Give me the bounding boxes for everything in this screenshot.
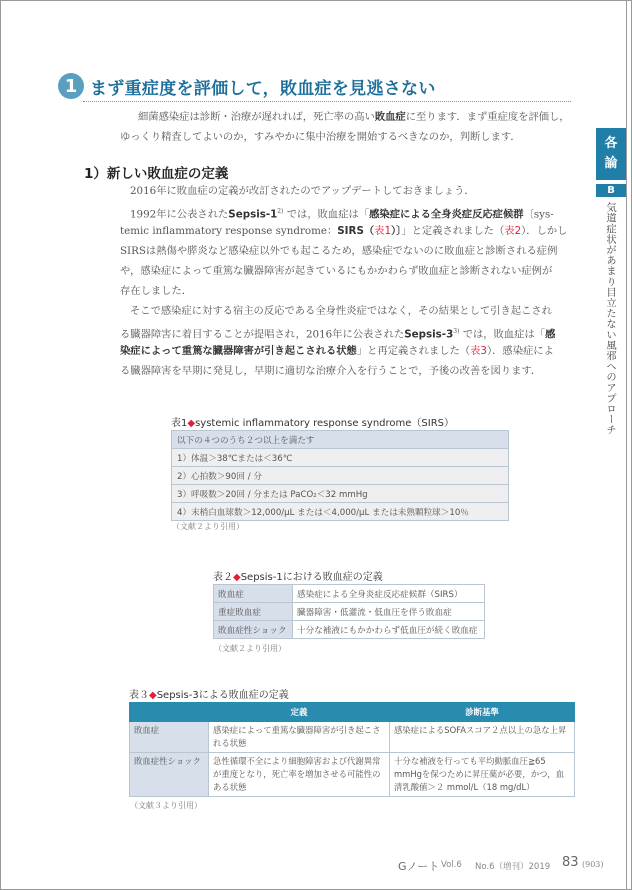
footer-journal: Gノート <box>398 860 440 873</box>
table1-source: （文献２より引用） <box>172 522 244 531</box>
table2-def: 感染症による全身炎症反応症候群（SIRS） <box>293 585 485 603</box>
body-line: 存在しました． <box>120 285 193 297</box>
footer-total-page: (903) <box>582 860 604 869</box>
body-line: る臓器障害に着目することが提唱され，2016年に公表されたSepsis-3$^{3)}$ では，敗血症は「感 <box>120 328 556 341</box>
table3-term: 敗血症 <box>130 722 209 753</box>
table2-row <box>214 621 485 639</box>
footer-page-number: 83 <box>562 855 579 870</box>
table3-col-header: 診断基準 <box>390 703 575 722</box>
footer-issue: No.6（増刊）2019 <box>475 862 551 872</box>
table2-def: 十分な補液にもかかわらず低血圧が続く敗血症 <box>293 621 485 639</box>
table3-term: 敗血症性ショック <box>130 753 209 797</box>
table2-source: （文献２より引用） <box>214 644 286 653</box>
table3-criteria: 感染症によるSOFAスコア２点以上の急な上昇 <box>390 722 575 753</box>
table3-def: 急性循環不全により細胞障害および代謝異常が重度となり，死亡率を増加させる可能性のある状態 <box>209 753 390 797</box>
side-tab-category <box>596 128 626 180</box>
table2 <box>213 584 485 639</box>
diamond-icon: ◆ <box>149 690 157 701</box>
table3-criteria: 十分な補液を行っても平均動脈血圧≧65 mmHgを保つために昇圧薬が必要，かつ，血清乳酸値＞２ mmol/L（18 mg/dL） <box>390 753 575 797</box>
table2-term: 重症敗血症 <box>214 603 293 621</box>
body-line: 1992年に公表されたSepsis-1$^{2)}$ では，敗血症は「感染症による全身炎症反応症候群〔sys- <box>130 208 554 221</box>
table1-link[interactable]: 表1 <box>374 225 392 237</box>
table3-def: 感染症によって重篤な臓器障害が引き起こされる状態 <box>209 722 390 753</box>
side-tab-letter: B <box>596 184 626 197</box>
section-divider <box>83 101 571 102</box>
table3-col-header <box>130 703 209 722</box>
table2-link[interactable]: 表2 <box>504 225 522 237</box>
table3-row <box>130 722 575 753</box>
table1-row: 1）体温＞38℃または＜36℃ <box>172 449 509 467</box>
table2-term: 敗血症 <box>214 585 293 603</box>
diamond-icon: ◆ <box>187 418 196 429</box>
subsection-title: 1）新しい敗血症の定義 <box>84 166 229 182</box>
table1-row: 4）末梢白血球数＞12,000/µL または＜4,000/µL または未熟顆粒球＞10％ <box>172 503 509 521</box>
body-line: 染症によって重篤な臓器障害が引き起こされる状態」と再定義されました（表3）．感染症によ <box>120 345 554 357</box>
body-line: そこで感染症に対する宿主の反応である全身性炎症ではなく，その結果として引き起こされ <box>130 305 552 317</box>
table2-term: 敗血症性ショック <box>214 621 293 639</box>
table1-row: 2）心拍数＞90回 / 分 <box>172 467 509 485</box>
page-edge-line <box>626 0 627 890</box>
intro-line-2: ゆっくり精査してよいのか，すみやかに集中治療を開始するべきなのか，判断します． <box>120 131 521 143</box>
body-line: る臓器障害を早期に発見し，早期に適切な治療介入を行うことで，予後の改善を図ります． <box>120 365 542 377</box>
side-tab-char: 論 <box>604 156 618 171</box>
table3-col-header: 定義 <box>209 703 390 722</box>
table3-row <box>130 753 575 797</box>
side-tab-chapter: 気道症状があまり目立たない風邪へのアプローチ <box>604 202 616 436</box>
table1-header: 以下の４つのうち２つ以上を満たす <box>172 431 509 449</box>
table1 <box>171 430 509 521</box>
section-number-badge: 1 <box>58 73 84 99</box>
table2-caption: 表２◆Sepsis-1における敗血症の定義 <box>213 572 383 583</box>
diamond-icon: ◆ <box>233 572 241 583</box>
table2-row <box>214 585 485 603</box>
body-line: 2016年に敗血症の定義が改訂されたのでアップデートしておきましょう． <box>130 185 475 197</box>
table3-source: （文献３より引用） <box>130 801 202 810</box>
body-line: temic inflammatory response syndrome：SIRS（表1）〕」と定義されました（表2）．しかし <box>120 225 568 237</box>
section-heading <box>58 73 436 99</box>
table2-def: 臓器障害・低灌流・低血圧を伴う敗血症 <box>293 603 485 621</box>
section-title: まず重症度を評価して，敗血症を見逃さない <box>90 78 436 99</box>
table2-row <box>214 603 485 621</box>
body-line: SIRSは熱傷や膵炎など感染症以外でも起こるため，感染症でないのに敗血症と診断される症例 <box>120 245 558 257</box>
table3-caption: 表３◆Sepsis-3による敗血症の定義 <box>129 690 289 701</box>
table1-row: 3）呼吸数＞20回 / 分または PaCO₂＜32 mmHg <box>172 485 509 503</box>
table3 <box>129 702 575 797</box>
side-tab-char: 各 <box>604 136 618 151</box>
body-line: や，感染症によって重篤な臓器障害が起きているにもかかわらず敗血症と診断されない症例が <box>120 265 553 277</box>
table3-link[interactable]: 表3 <box>470 345 487 357</box>
table1-caption: 表1◆systemic inflammatory response syndrome（SIRS） <box>171 418 454 429</box>
intro-line-1: 細菌感染症は診断・治療が遅れれば，死亡率の高い敗血症に至ります．まず重症度を評価し， <box>138 111 570 123</box>
footer-volume: Vol.6 <box>441 860 462 870</box>
